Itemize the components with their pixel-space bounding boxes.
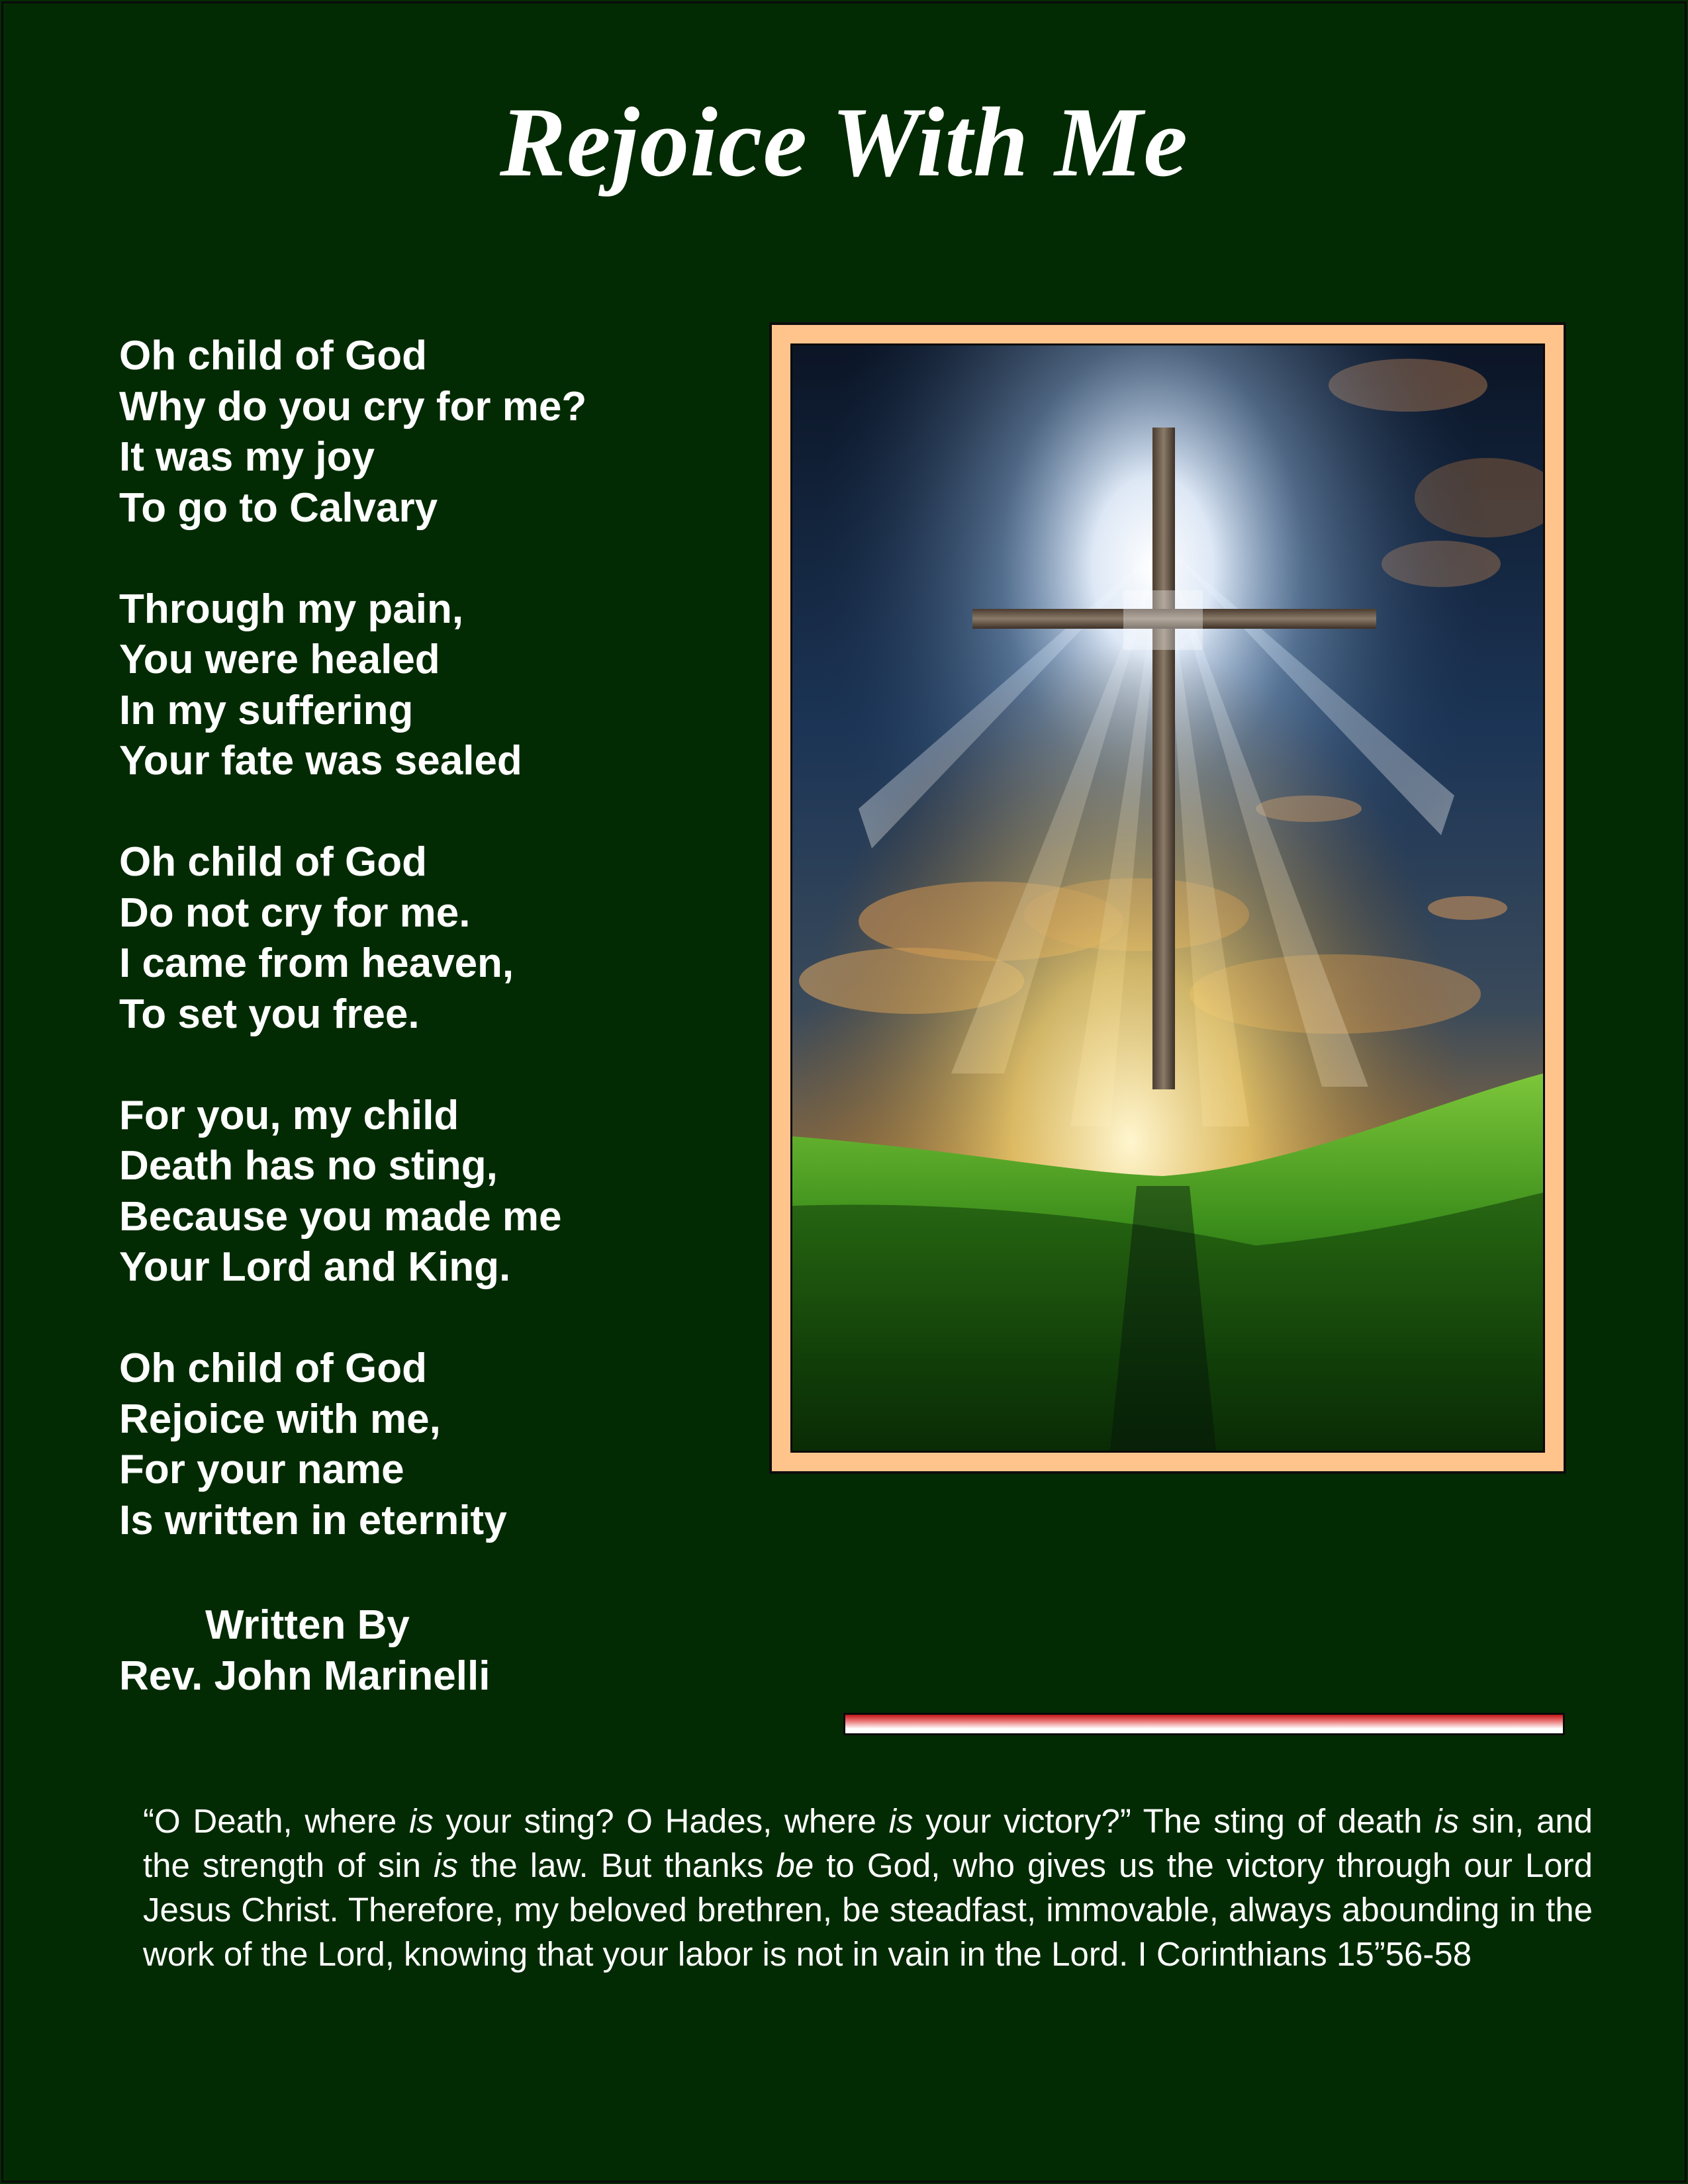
- scripture-verse: [143, 1799, 1593, 1976]
- poem-line: For you, my child: [119, 1092, 459, 1138]
- verse-text: to God, who gives us the victory through our Lord Jesus Christ. Therefore, my beloved brethren, be steadfast, immovable, always abounding in the work of the Lord, knowing that your labor is not in vain in the Lord. I Corinthians 15”56-58: [143, 1846, 1593, 1973]
- poem-line: Death has no sting,: [119, 1143, 498, 1189]
- verse-text: the law. But thanks: [457, 1846, 776, 1884]
- cross-in-sky-icon: [790, 343, 1545, 1453]
- poem-stanza: [119, 1343, 748, 1546]
- divider-bar: [843, 1713, 1565, 1735]
- poem-stanza: [119, 584, 748, 787]
- byline: [119, 1600, 490, 1702]
- poem-line: Oh child of God: [119, 839, 427, 885]
- verse-text: your sting? O Hades, where: [433, 1802, 889, 1840]
- poem-line: Do not cry for me.: [119, 889, 471, 936]
- poem-stanza: [119, 837, 748, 1040]
- poem: [119, 331, 748, 1597]
- poem-line: I came from heaven,: [119, 940, 514, 986]
- poem-line: Oh child of God: [119, 1345, 427, 1391]
- poem-line: You were healed: [119, 637, 440, 682]
- page-title: Rejoice With Me: [500, 87, 1188, 197]
- poem-line: Rejoice with me,: [119, 1396, 441, 1442]
- poem-stanza: [119, 1091, 748, 1293]
- verse-text: your victory?” The sting of death: [913, 1802, 1435, 1840]
- poem-line: In my suffering: [119, 687, 414, 733]
- poem-line: Your Lord and King.: [119, 1244, 511, 1290]
- poem-line: For your name: [119, 1447, 404, 1492]
- poem-line: To go to Calvary: [119, 484, 438, 531]
- poem-stanza: [119, 331, 748, 533]
- verse-italic: be: [776, 1846, 814, 1884]
- author-name: Rev. John Marinelli: [119, 1653, 491, 1699]
- poem-line: Your fate was sealed: [119, 738, 522, 784]
- photo-frame: [769, 322, 1566, 1474]
- verse-text: “O Death, where: [143, 1802, 409, 1840]
- poem-line: Because you made me: [119, 1193, 562, 1240]
- written-by-label: Written By: [205, 1602, 410, 1648]
- poem-line: Oh child of God: [119, 333, 427, 379]
- poem-line: It was my joy: [119, 434, 375, 480]
- verse-text: sin, and the strength of sin: [143, 1802, 1593, 1884]
- verse-italic: is: [408, 1802, 434, 1840]
- poem-line: Is written in eternity: [119, 1497, 507, 1543]
- verse-italic: is: [433, 1846, 458, 1884]
- verse-italic: is: [888, 1802, 914, 1840]
- poem-line: Through my pain,: [119, 586, 464, 632]
- poem-line: To set you free.: [119, 991, 420, 1037]
- verse-italic: is: [1434, 1802, 1460, 1840]
- poem-line: Why do you cry for me?: [119, 383, 587, 430]
